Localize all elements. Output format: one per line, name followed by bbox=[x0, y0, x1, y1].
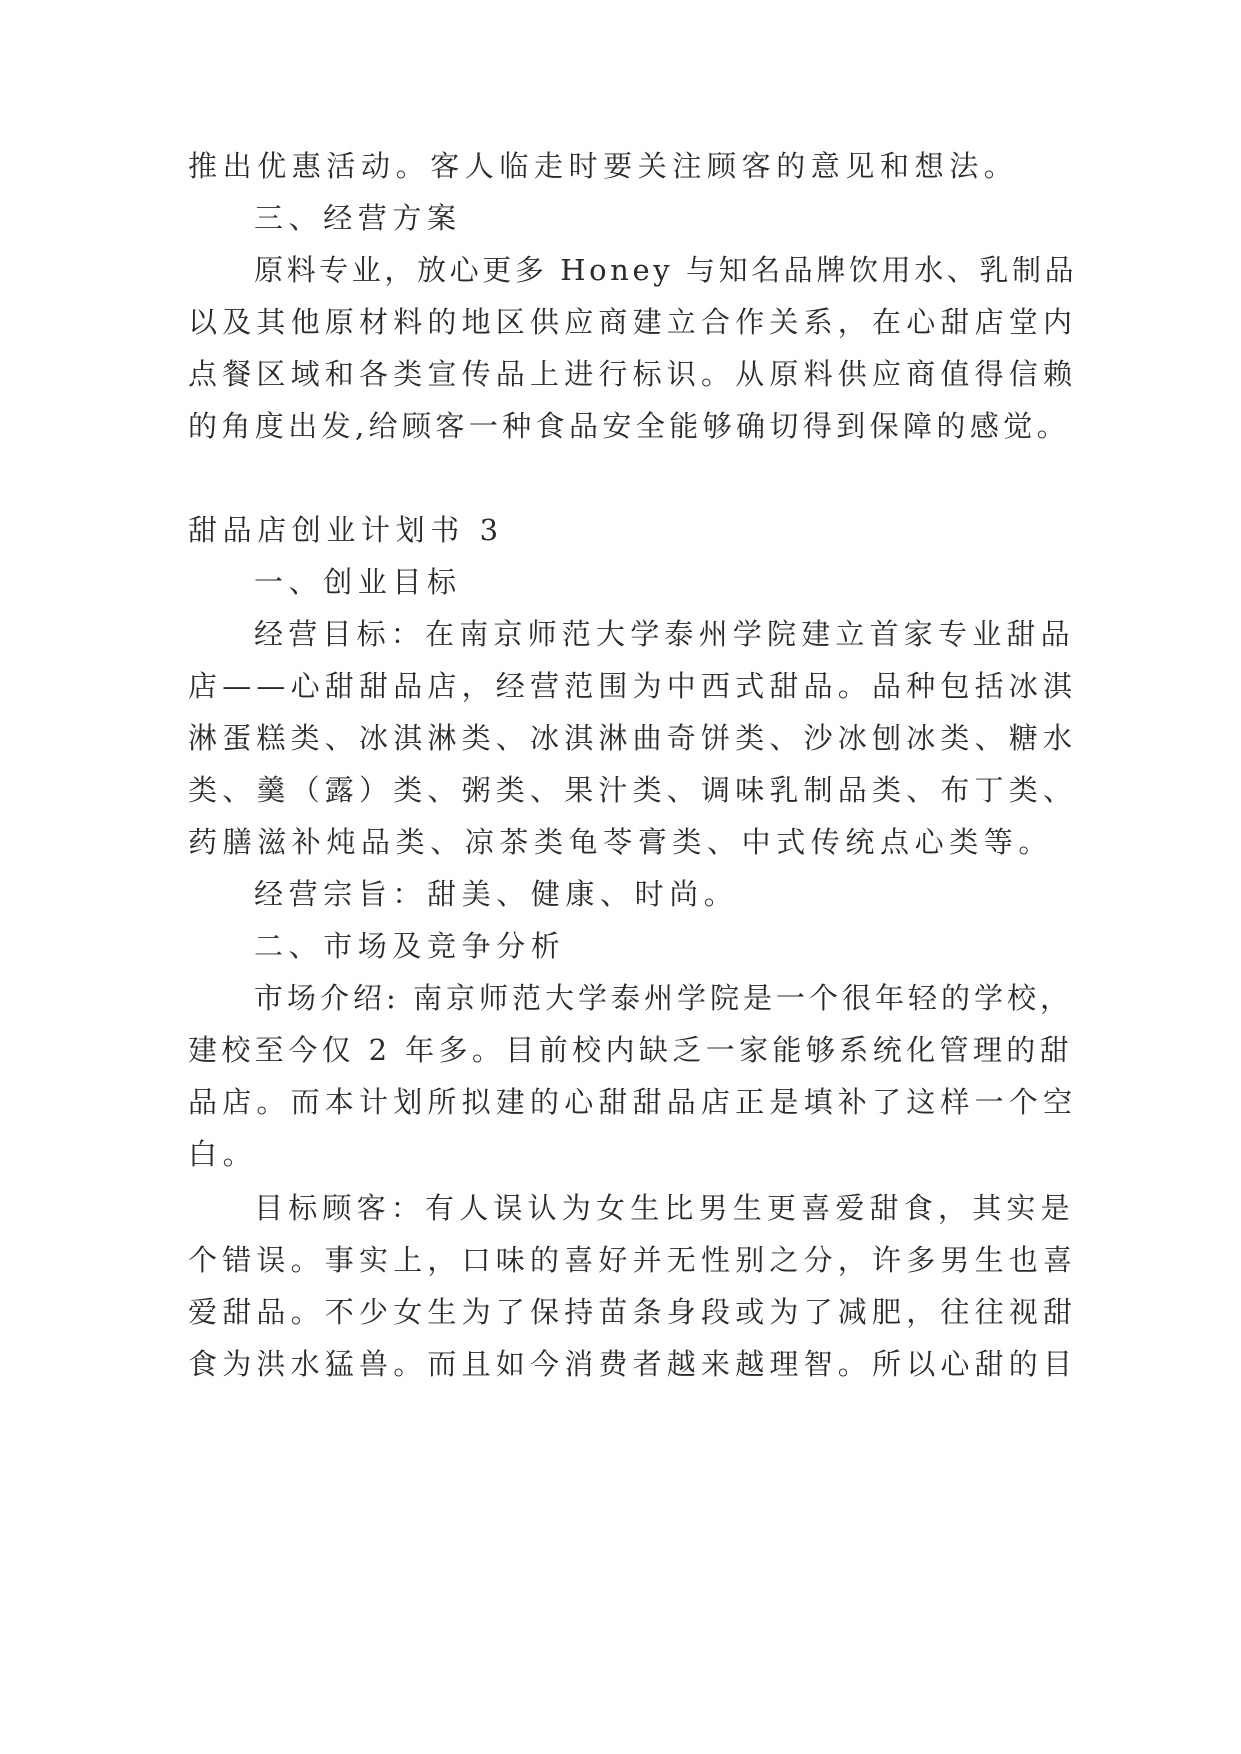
text-line: 药膳滋补炖品类、凉茶类龟苓膏类、中式传统点心类等。 bbox=[188, 825, 1054, 859]
text-line: 的角度出发,给顾客一种食品安全能够确切得到保障的感觉。 bbox=[188, 409, 1071, 443]
text-line: 原料专业，放心更多 Honey 与知名品牌饮用水、乳制品 bbox=[254, 253, 1078, 287]
text-line: 目标顾客：有人误认为女生比男生更喜爱甜食，其实是 bbox=[254, 1191, 1075, 1225]
text-line: 建校至今仅 2 年多。目前校内缺乏一家能够系统化管理的甜 bbox=[188, 1033, 1074, 1067]
section-heading: 一、创业目标 bbox=[254, 565, 462, 599]
text-line: 个错误。事实上，口味的喜好并无性别之分，许多男生也喜 bbox=[188, 1243, 1078, 1277]
text-line: 爱甜品。不少女生为了保持苗条身段或为了减肥，往往视甜 bbox=[188, 1295, 1078, 1329]
section-heading: 二、市场及竞争分析 bbox=[254, 929, 566, 963]
document-title: 甜品店创业计划书 3 bbox=[188, 513, 504, 547]
text-line: 品店。而本计划所拟建的心甜甜品店正是填补了这样一个空 bbox=[188, 1085, 1078, 1119]
text-line: 点餐区域和各类宣传品上进行标识。从原料供应商值得信赖 bbox=[188, 357, 1078, 391]
text-line: 白。 bbox=[188, 1137, 258, 1171]
text-line: 推出优惠活动。客人临走时要关注顾客的意见和想法。 bbox=[188, 149, 1019, 183]
text-line: 经营目标：在南京师范大学泰州学院建立首家专业甜品 bbox=[254, 617, 1075, 651]
text-line: 淋蛋糕类、冰淇淋类、冰淇淋曲奇饼类、沙冰刨冰类、糖水 bbox=[188, 721, 1078, 755]
section-heading: 三、经营方案 bbox=[254, 201, 462, 235]
text-line: 食为洪水猛兽。而且如今消费者越来越理智。所以心甜的目 bbox=[188, 1347, 1078, 1381]
text-line: 店——心甜甜品店，经营范围为中西式甜品。品种包括冰淇 bbox=[188, 669, 1078, 703]
text-line: 类、羹（露）类、粥类、果汁类、调味乳制品类、布丁类、 bbox=[188, 773, 1078, 807]
text-line: 经营宗旨：甜美、健康、时尚。 bbox=[254, 877, 739, 911]
text-line: 以及其他原材料的地区供应商建立合作关系，在心甜店堂内 bbox=[188, 305, 1078, 339]
text-line: 市场介绍: 南京师范大学泰州学院是一个很年轻的学校， bbox=[254, 981, 1073, 1015]
